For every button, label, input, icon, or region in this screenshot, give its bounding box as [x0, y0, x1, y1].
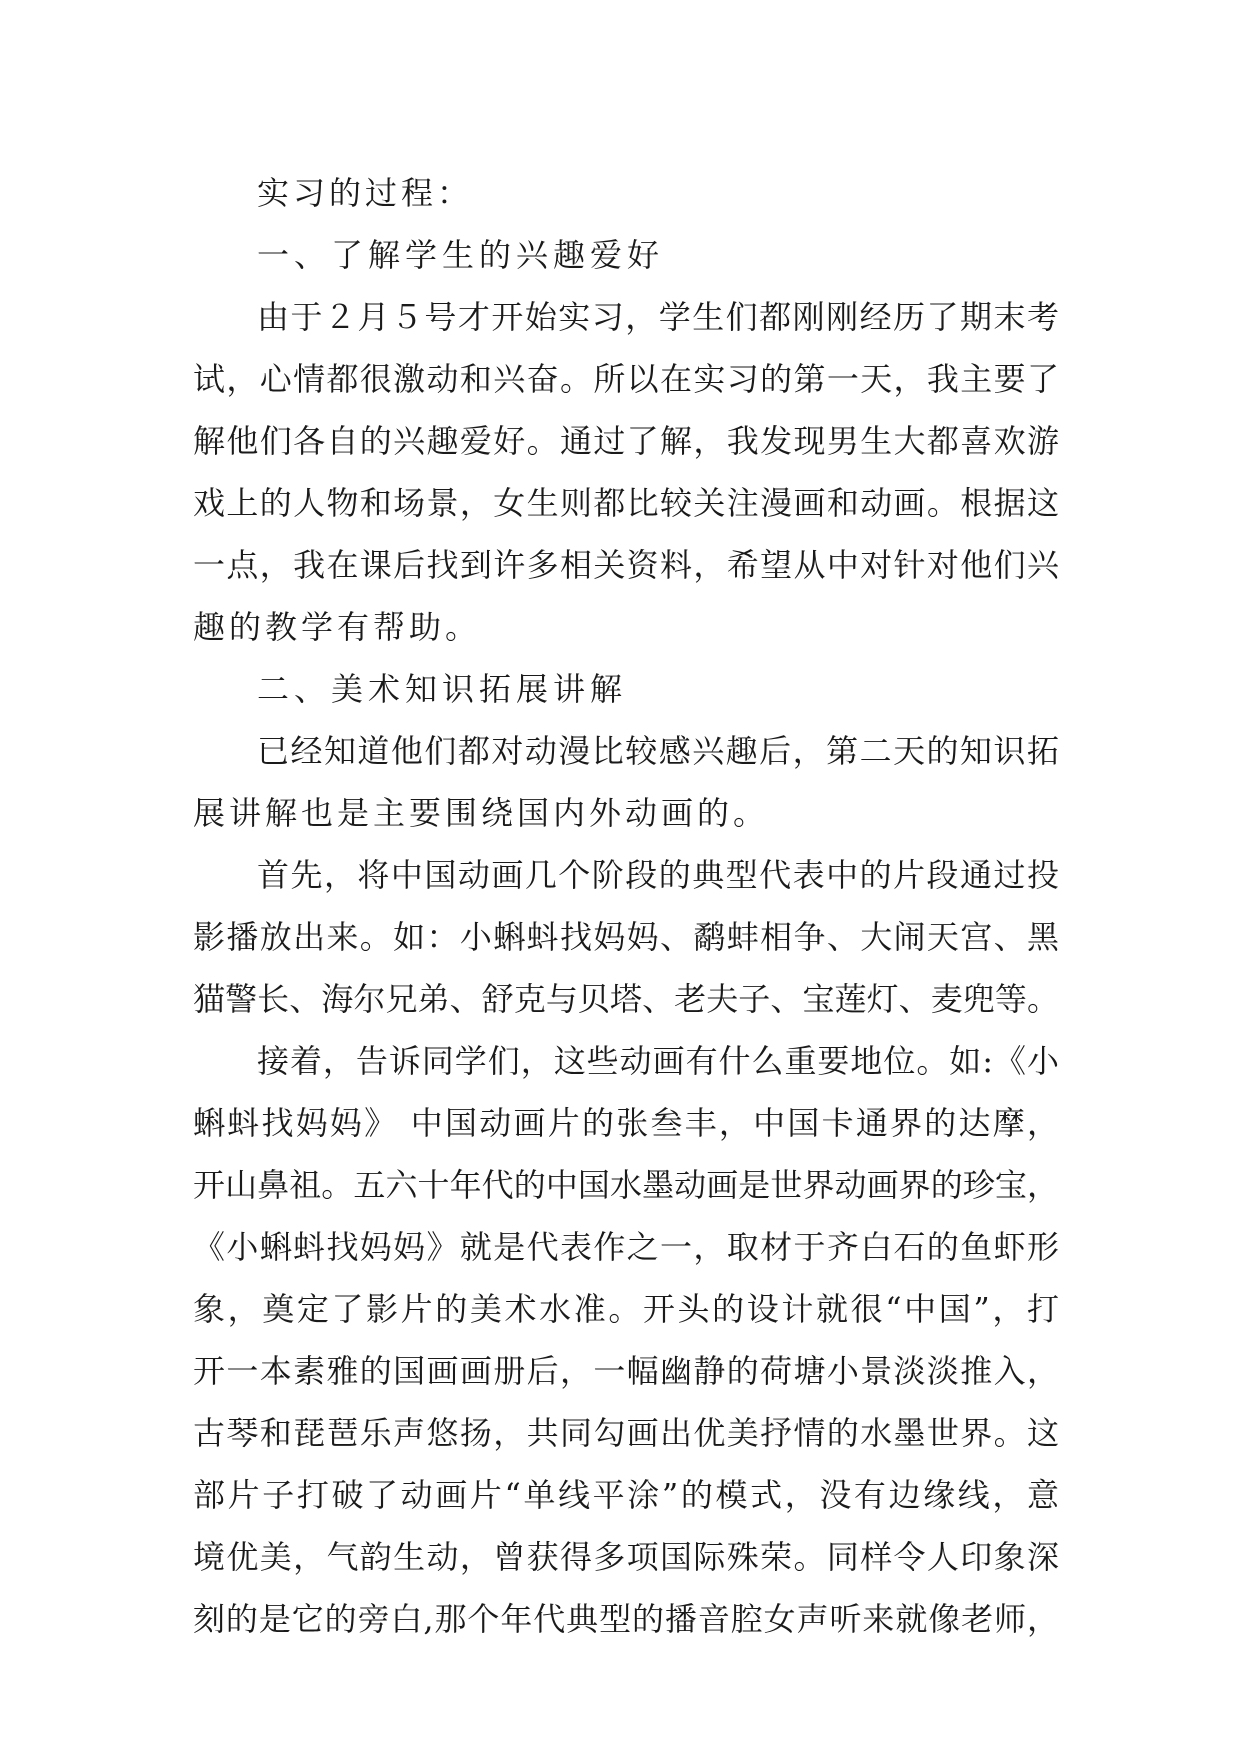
paragraph-line: 象，奠定了影片的美术水准。开头的设计就很“中国”，打	[193, 1290, 1059, 1328]
paragraph-line: 《小蝌蚪找妈妈》就是代表作之一，取材于齐白石的鱼虾形	[193, 1228, 1059, 1266]
paragraph-line: 戏上的人物和场景，女生则都比较关注漫画和动画。根据这	[193, 484, 1059, 522]
paragraph-line: 试，心情都很激动和兴奋。所以在实习的第一天，我主要了	[193, 360, 1059, 398]
paragraph-line: 已经知道他们都对动漫比较感兴趣后，第二天的知识拓	[257, 732, 1059, 770]
paragraph-line: 部片子打破了动画片“单线平涂”的模式，没有边缘线，意	[193, 1476, 1059, 1514]
paragraph-line: 解他们各自的兴趣爱好。通过了解，我发现男生大都喜欢游	[193, 422, 1059, 460]
paragraph-line: 境优美，气韵生动，曾获得多项国际殊荣。同样令人印象深	[193, 1538, 1059, 1576]
paragraph-line-last: 展讲解也是主要围绕国内外动画的。	[193, 794, 770, 832]
paragraph-line: 一点，我在课后找到许多相关资料，希望从中对针对他们兴	[193, 546, 1059, 584]
paragraph-line-last: 猫警长、海尔兄弟、舒克与贝塔、老夫子、宝莲灯、麦兜等。	[193, 980, 1059, 1018]
paragraph-line: 蝌蚪找妈妈》 中国动画片的张叁丰，中国卡通界的达摩，	[193, 1104, 1059, 1142]
document-body	[193, 162, 1059, 1650]
section-heading-1: 一、了解学生的兴趣爱好	[257, 236, 665, 274]
paragraph-line: 由于２月５号才开始实习，学生们都刚刚经历了期末考	[257, 298, 1059, 336]
section-intro-heading: 实习的过程：	[257, 174, 474, 212]
paragraph-line: 影播放出来。如：小蝌蚪找妈妈、鹬蚌相争、大闹天宫、黑	[193, 918, 1059, 956]
section-heading-2: 二、美术知识拓展讲解	[257, 670, 628, 708]
paragraph-line: 开一本素雅的国画画册后，一幅幽静的荷塘小景淡淡推入，	[193, 1352, 1059, 1390]
paragraph-line: 刻的是它的旁白,那个年代典型的播音腔女声听来就像老师，	[193, 1600, 1059, 1638]
paragraph-line: 开山鼻祖。五六十年代的中国水墨动画是世界动画界的珍宝，	[193, 1166, 1059, 1204]
paragraph-line: 首先，将中国动画几个阶段的典型代表中的片段通过投	[257, 856, 1059, 894]
paragraph-line: 接着，告诉同学们，这些动画有什么重要地位。如:《小	[257, 1042, 1059, 1080]
paragraph-line: 古琴和琵琶乐声悠扬，共同勾画出优美抒情的水墨世界。这	[193, 1414, 1059, 1452]
paragraph-line-last: 趣的教学有帮助。	[193, 608, 482, 646]
